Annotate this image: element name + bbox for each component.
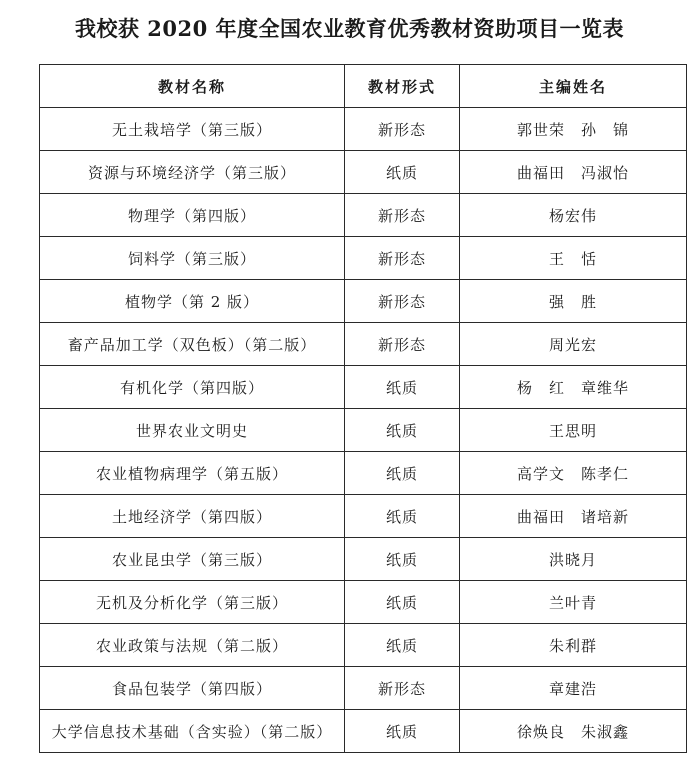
cell-editor-name: 洪晓月 [460,538,687,581]
cell-textbook-name: 畜产品加工学（双色板）（第二版） [40,323,345,366]
table-row [40,710,687,753]
cell-textbook-form: 新形态 [345,667,460,710]
table-row [40,409,687,452]
header-textbook-name: 教材名称 [40,65,345,108]
cell-textbook-name: 农业植物病理学（第五版） [40,452,345,495]
cell-editor-name: 郭世荣 孙 锦 [460,108,687,151]
table-row [40,151,687,194]
cell-textbook-form: 纸质 [345,495,460,538]
cell-textbook-form: 纸质 [345,624,460,667]
cell-textbook-name: 有机化学（第四版） [40,366,345,409]
cell-textbook-form: 新形态 [345,108,460,151]
cell-textbook-name: 植物学（第 2 版） [40,280,345,323]
cell-textbook-name: 大学信息技术基础（含实验）（第二版） [40,710,345,753]
cell-textbook-form: 新形态 [345,194,460,237]
table-row [40,194,687,237]
cell-textbook-name: 饲料学（第三版） [40,237,345,280]
table-row [40,323,687,366]
table-row [40,237,687,280]
header-textbook-form: 教材形式 [345,65,460,108]
cell-editor-name: 曲福田 冯淑怡 [460,151,687,194]
cell-editor-name: 强 胜 [460,280,687,323]
cell-textbook-name: 农业政策与法规（第二版） [40,624,345,667]
table-row [40,667,687,710]
cell-textbook-form: 新形态 [345,237,460,280]
cell-editor-name: 章建浩 [460,667,687,710]
cell-editor-name: 徐焕良 朱淑鑫 [460,710,687,753]
table-row [40,366,687,409]
table-header-row [40,65,687,108]
cell-textbook-form: 纸质 [345,151,460,194]
cell-editor-name: 杨 红 章维华 [460,366,687,409]
cell-editor-name: 朱利群 [460,624,687,667]
cell-textbook-name: 食品包装学（第四版） [40,667,345,710]
table-row [40,581,687,624]
cell-textbook-name: 资源与环境经济学（第三版） [40,151,345,194]
table-row [40,538,687,581]
cell-editor-name: 王 恬 [460,237,687,280]
cell-textbook-name: 世界农业文明史 [40,409,345,452]
cell-textbook-form: 纸质 [345,538,460,581]
cell-textbook-name: 土地经济学（第四版） [40,495,345,538]
cell-textbook-form: 纸质 [345,366,460,409]
cell-editor-name: 高学文 陈孝仁 [460,452,687,495]
cell-textbook-form: 新形态 [345,280,460,323]
cell-textbook-name: 无机及分析化学（第三版） [40,581,345,624]
textbook-table [39,64,687,753]
cell-textbook-name: 农业昆虫学（第三版） [40,538,345,581]
cell-textbook-name: 无土栽培学（第三版） [40,108,345,151]
cell-editor-name: 兰叶青 [460,581,687,624]
cell-textbook-form: 纸质 [345,710,460,753]
cell-textbook-form: 纸质 [345,409,460,452]
cell-textbook-form: 纸质 [345,452,460,495]
cell-textbook-name: 物理学（第四版） [40,194,345,237]
cell-editor-name: 王思明 [460,409,687,452]
table-row [40,452,687,495]
cell-editor-name: 杨宏伟 [460,194,687,237]
cell-editor-name: 周光宏 [460,323,687,366]
table-body [40,108,687,753]
page-title: 我校获 2020 年度全国农业教育优秀教材资助项目一览表 [74,16,625,41]
cell-textbook-form: 新形态 [345,323,460,366]
header-editor-name: 主编姓名 [460,65,687,108]
table-row [40,624,687,667]
table-row [40,495,687,538]
table-row [40,280,687,323]
cell-textbook-form: 纸质 [345,581,460,624]
table-row [40,108,687,151]
cell-editor-name: 曲福田 诸培新 [460,495,687,538]
